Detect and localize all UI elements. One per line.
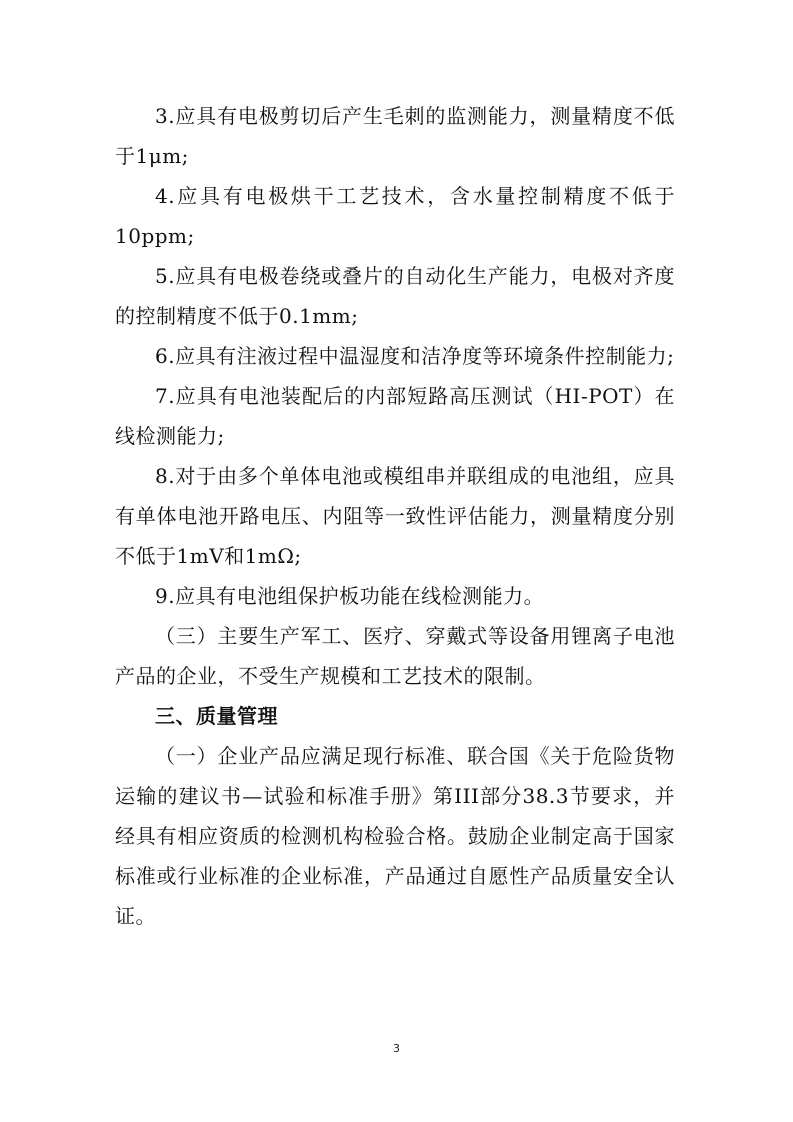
paragraph-item-5: 5.应具有电极卷绕或叠片的自动化生产能力，电极对齐度的控制精度不低于0.1mm; [115, 264, 675, 328]
paragraph-item-7: 7.应具有电池装配后的内部短路高压测试（HI-POT）在线检测能力; [115, 384, 675, 448]
paragraph-item-8: 8.对于由多个单体电池或模组串并联组成的电池组，应具有单体电池开路电压、内阻等一致性评估能力，测量精度分别不低于1mV和1mΩ; [115, 464, 675, 568]
paragraph-item-4: 4.应具有电极烘干工艺技术，含水量控制精度不低于10ppm; [115, 184, 675, 248]
document-body [115, 96, 675, 936]
page-number: 3 [393, 1042, 400, 1055]
paragraph-quality-1: （一）企业产品应满足现行标准、联合国《关于危险货物运输的建议书—试验和标准手册》第III部分38.3节要求，并经具有相应资质的检测机构检验合格。鼓励企业制定高于国家标准或行业标准的企业标准，产品通过自愿性产品质量安全认证。 [115, 744, 675, 928]
section-heading: 三、质量管理 [155, 704, 278, 728]
paragraph-item-9: 9.应具有电池组保护板功能在线检测能力。 [155, 584, 545, 608]
paragraph-item-3: 3.应具有电极剪切后产生毛刺的监测能力，测量精度不低于1μm; [115, 104, 675, 168]
paragraph-subsection-3: （三）主要生产军工、医疗、穿戴式等设备用锂离子电池产品的企业，不受生产规模和工艺技术的限制。 [115, 624, 675, 688]
paragraph-item-6: 6.应具有注液过程中温湿度和洁净度等环境条件控制能力; [155, 344, 675, 368]
